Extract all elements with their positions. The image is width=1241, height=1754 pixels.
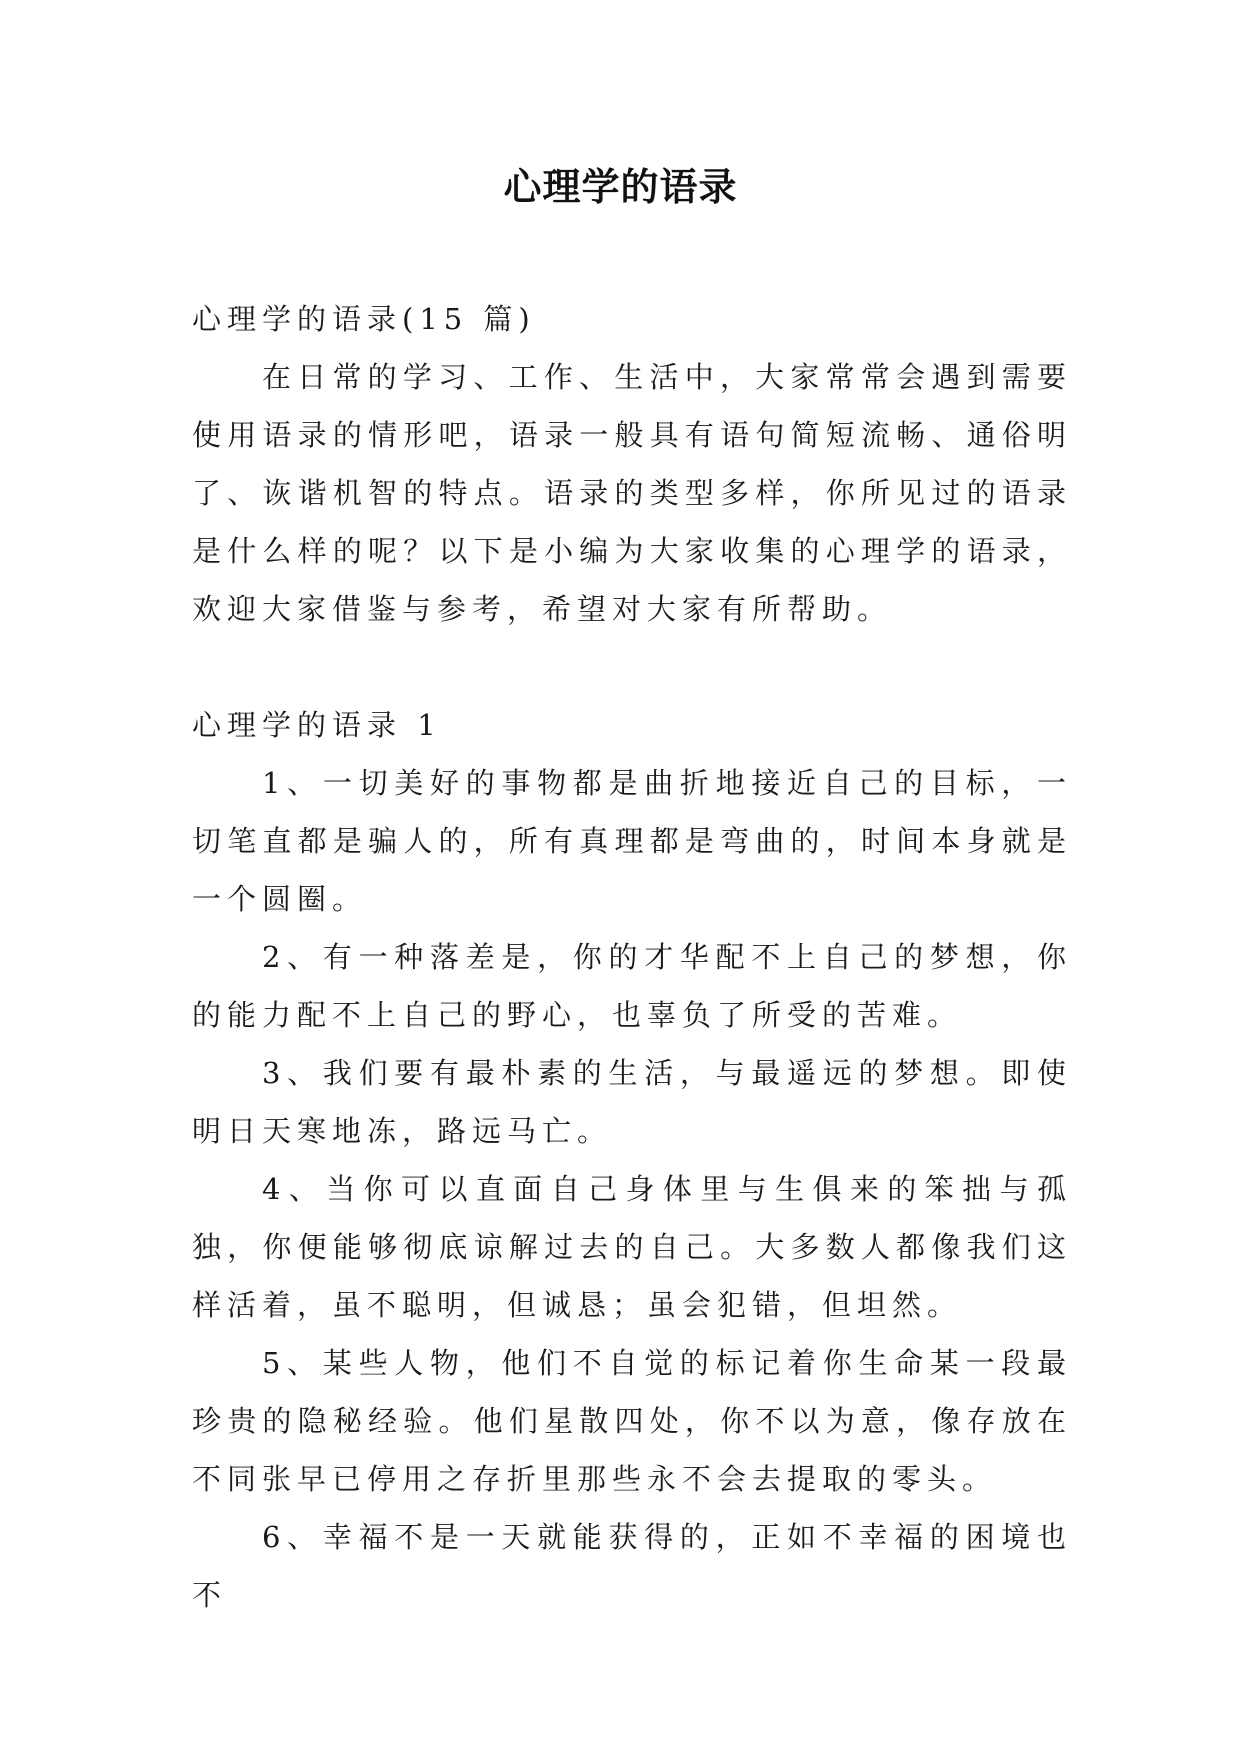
- intro-paragraph: 在日常的学习、工作、生活中，大家常常会遇到需要使用语录的情形吧，语录一般具有语句简短流畅、通俗明了、诙谐机智的特点。语录的类型多样，你所见过的语录是什么样的呢？以下是小编为大家收集的心理学的语录，欢迎大家借鉴与参考，希望对大家有所帮助。: [192, 360, 1072, 626]
- paragraph-spacer: [192, 638, 1072, 696]
- quote-item: 3、我们要有最朴素的生活，与最遥远的梦想。即使明日天寒地冻，路远马亡。: [192, 1056, 1072, 1148]
- quote-item: 6、幸福不是一天就能获得的，正如不幸福的困境也不: [192, 1520, 1072, 1612]
- document-subtitle: 心理学的语录(15 篇): [192, 302, 536, 336]
- quote-item: 1、一切美好的事物都是曲折地接近自己的目标，一切笔直都是骗人的，所有真理都是弯曲的，时间本身就是一个圆圈。: [192, 766, 1072, 916]
- quote-item: 2、有一种落差是，你的才华配不上自己的梦想，你的能力配不上自己的野心，也辜负了所受的苦难。: [192, 940, 1072, 1032]
- document-title: 心理学的语录: [503, 165, 738, 209]
- document-body: [192, 290, 1072, 1624]
- quote-item: 5、某些人物，他们不自觉的标记着你生命某一段最珍贵的隐秘经验。他们星散四处，你不以为意，像存放在不同张早已停用之存折里那些永不会去提取的零头。: [192, 1346, 1072, 1496]
- section-heading: 心理学的语录 1: [192, 708, 442, 742]
- quote-item: 4、当你可以直面自己身体里与生俱来的笨拙与孤独，你便能够彻底谅解过去的自己。大多数人都像我们这样活着，虽不聪明，但诚恳；虽会犯错，但坦然。: [192, 1172, 1072, 1322]
